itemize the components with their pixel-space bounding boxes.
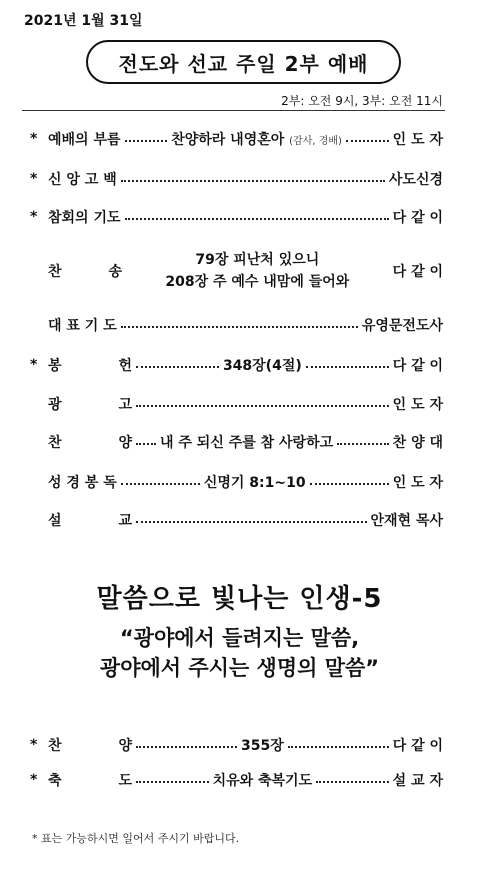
order-value: 355장: [240, 738, 284, 754]
leader-dots: [121, 180, 385, 182]
order-value: 치유와 축복기도: [212, 773, 313, 789]
order-leader: 다 같 이: [392, 738, 444, 754]
order-value: 신명기 8:1~10: [203, 475, 306, 491]
order-value: 348장(4절): [222, 358, 302, 374]
leader-dots: [136, 443, 156, 445]
leader-dots: [306, 366, 389, 368]
order-row-announcements: [30, 392, 443, 416]
leader-dots: [288, 746, 389, 748]
order-label: 예배의 부름: [48, 132, 121, 148]
hymn-line-2: 208장 주 예수 내맘에 들어와: [165, 274, 350, 290]
order-label: 신 앙 고 백: [48, 172, 117, 188]
order-value-note: (감사, 경배): [289, 136, 342, 147]
order-value: 내 주 되신 주를 참 사랑하고: [160, 435, 334, 451]
stand-marker: *: [30, 131, 38, 147]
order-row-benediction: [30, 768, 443, 792]
stand-marker: *: [30, 357, 38, 373]
order-row-offering: [30, 353, 443, 377]
leader-dots: [136, 405, 389, 407]
leader-dots: [346, 140, 389, 142]
order-row-closing-hymn: [30, 733, 443, 757]
leader-dots: [316, 781, 389, 783]
order-row-scripture: [30, 470, 443, 494]
order-leader: 유영문전도사: [361, 318, 443, 334]
leader-dots: [121, 483, 200, 485]
order-label: 광 고: [48, 397, 132, 413]
order-row-sermon: [30, 508, 443, 532]
order-label: 봉 헌: [48, 358, 132, 374]
header-divider: [22, 110, 445, 111]
standing-footnote: * 표는 가능하시면 일어서 주시기 바랍니다.: [32, 832, 240, 845]
stand-marker: *: [30, 737, 38, 753]
sermon-series-title: 말씀으로 빛나는 인생-5: [96, 584, 383, 614]
stand-marker: *: [30, 209, 38, 225]
leader-dots: [121, 326, 358, 328]
order-row-prayer: [30, 313, 443, 337]
order-label: 축 도: [48, 773, 132, 789]
order-label: 대 표 기 도: [48, 318, 117, 334]
order-label: 찬 송: [48, 264, 122, 280]
order-label: 설 교: [48, 513, 132, 529]
order-leader: 사도신경: [388, 172, 443, 188]
hymn-line-1: 79장 피난처 있으니: [195, 252, 320, 268]
leader-dots: [125, 218, 389, 220]
order-label: 찬 양: [48, 435, 132, 451]
order-leader: 인 도 자: [392, 132, 443, 148]
service-times: 2부: 오전 9시, 3부: 오전 11시: [281, 94, 443, 108]
order-leader: 다 같 이: [392, 210, 443, 226]
order-row-hymn: [48, 248, 443, 294]
order-row-call-to-worship: [30, 127, 443, 151]
stand-marker: *: [30, 171, 38, 187]
leader-dots: [310, 483, 389, 485]
order-label: 참회의 기도: [48, 210, 121, 226]
leader-dots: [136, 366, 219, 368]
order-leader: 다 같 이: [392, 264, 443, 280]
leader-dots: [136, 746, 237, 748]
order-leader: 찬 양 대: [392, 435, 443, 451]
leader-dots: [136, 781, 209, 783]
order-value: [122, 249, 393, 293]
order-leader: 안재현 목사: [370, 513, 443, 529]
order-label: 찬 양: [48, 738, 132, 754]
order-leader: 인 도 자: [392, 397, 443, 413]
order-row-anthem: [30, 430, 443, 454]
leader-dots: [337, 443, 389, 445]
leader-dots: [136, 521, 367, 523]
leader-dots: [125, 140, 168, 142]
stand-marker: *: [30, 772, 38, 788]
sermon-subtitle-line-2: 광야에서 주시는 생명의 말씀”: [99, 656, 380, 680]
order-leader: 다 같 이: [392, 358, 444, 374]
order-leader: 인 도 자: [392, 475, 444, 491]
order-row-confession: [30, 205, 443, 229]
service-date: 2021년 1월 31일: [24, 13, 143, 29]
order-row-creed: [30, 167, 443, 191]
service-title: 전도와 선교 주일 2부 예배: [86, 40, 401, 84]
order-value: 찬양하라 내영혼아 (감사, 경배): [171, 132, 342, 148]
sermon-subtitle-line-1: “광야에서 들려지는 말씀,: [119, 626, 360, 650]
order-label: 성 경 봉 독: [48, 475, 117, 491]
order-leader: 설 교 자: [392, 773, 443, 789]
